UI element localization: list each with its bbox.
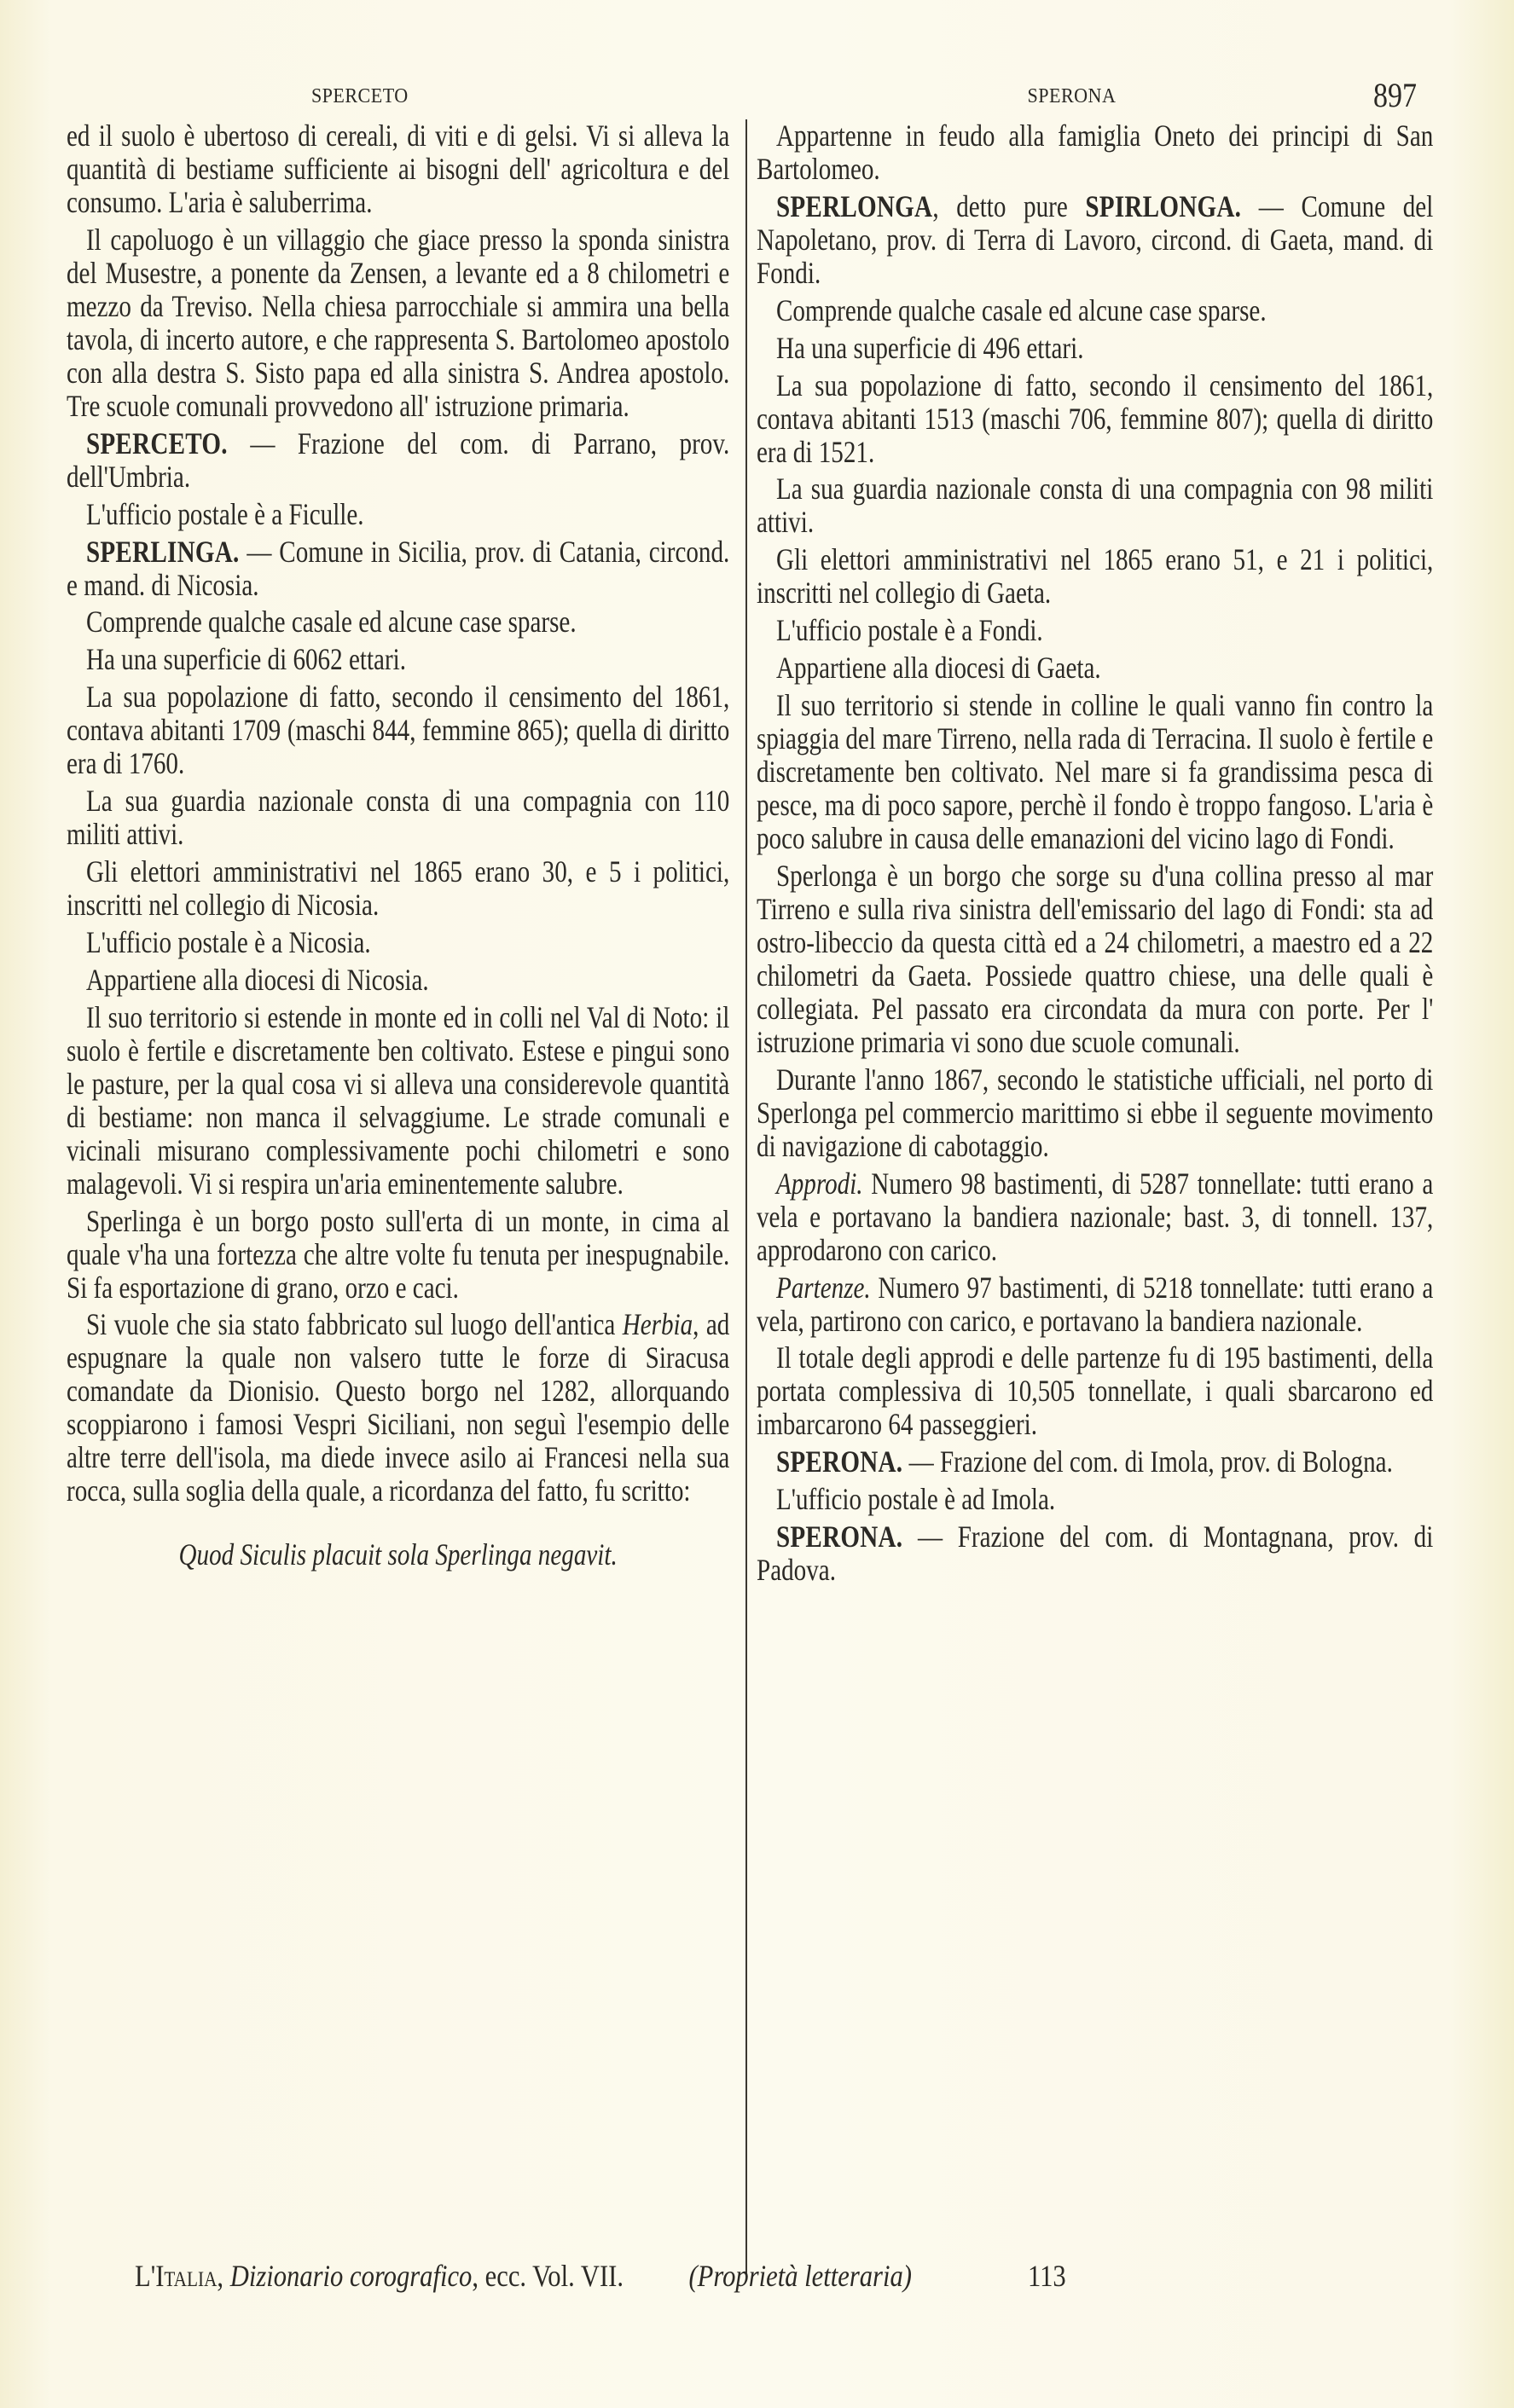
paragraph: Appartiene alla diocesi di Gaeta. xyxy=(775,651,1101,686)
page-number: 897 xyxy=(1373,76,1417,114)
paragraph: L'ufficio postale è ad Imola. xyxy=(775,1482,1056,1517)
publication-prefix: L'Italia xyxy=(135,2259,218,2293)
paragraph: Ha una superficie di 6062 ettari. xyxy=(85,642,407,677)
paragraph: La sua guardia nazionale consta di una compagnia con 98 militi attivi. xyxy=(757,472,1434,540)
paragraph: Il suo territorio si estende in monte ed in colli nel Val di Noto: il suolo è fertile e discretamente ben coltivato. Estese e pingui sono le pasture, per la qual cosa vi si alleva una considerevole quantità di bestiame: non manca il selvaggiume. Le strade comunali e vicinali misurano complessivamente pochi chilometri e sono malagevoli. Vi si respira un'aria eminentemente salubre. xyxy=(67,999,730,1201)
entry-sperona-montagnana: SPERONA. — Frazione del com. di Montagnana, prov. di Padova. xyxy=(757,1519,1434,1588)
paragraph: Il totale degli approdi e delle partenze fu di 195 bastimenti, della portata complessiva di 10,505 tonnellate, i quali sbarcarono ed imbarcarono 64 passeggieri. xyxy=(757,1340,1434,1442)
signature-mark: 113 xyxy=(1027,2259,1066,2293)
paragraph: La sua guardia nazionale consta di una compagnia con 110 militi attivi. xyxy=(67,784,730,852)
page-footer: L'Italia, Dizionario corografico, ecc. Vol. VII. (Proprietà letteraria) 113 xyxy=(135,2259,1066,2293)
paragraph: Si vuole che sia stato fabbricato sul luogo dell'antica Herbia, ad espugnare la quale non valsero tutte le forze di Siracusa comandate da Dionisio. Questo borgo nel 1282, allorquando scoppiarono i famosi Vespri Siciliani, non seguì l'esempio delle altre terre dell'isola, ma diede invece asilo ai Francesi nella sua rocca, sulla soglia della quale, a ricordanza del fatto, fu scritto: xyxy=(67,1307,730,1508)
paragraph-approdi: Approdi. Numero 98 bastimenti, di 5287 tonnellate: tutti erano a vela e portavano la bandiera nazionale; bast. 3, di tonnell. 137, approdarono con carico. xyxy=(757,1166,1434,1267)
paragraph: L'ufficio postale è a Ficulle. xyxy=(85,496,364,531)
paragraph: Sperlonga è un borgo che sorge su d'una collina presso al mar Tirreno e sulla riva sinistra dell'emissario del lago di Fondi: sta ad ostro-libeccio da questa città ed a 24 chilometri, a maestro ed a 22 chilometri da Gaeta. Possiede quattro chiese, una delle quali è collegiata. Pel passato era circondata da mura con porte. Per l' istruzione primaria vi sono due scuole comunali. xyxy=(757,858,1434,1059)
running-head-left: SPERCETO xyxy=(310,85,409,107)
paragraph: Il capoluogo è un villaggio che giace presso la sponda sinistra del Musestre, a ponente da Zensen, a levante ed a 8 chilometri e mezzo da Treviso. Nella chiesa parrocchiale si ammira una bella tavola, di incerto autore, e che rappresenta S. Bartolomeo apostolo con alla destra S. Sisto papa ed alla sinistra S. Andrea apostolo. Tre scuole comunali provvedono all' istruzione primaria. xyxy=(67,222,730,423)
italic-lead: Partenze. xyxy=(775,1270,871,1305)
headword: SPERONA. xyxy=(775,1444,903,1479)
headword: SPERONA. xyxy=(775,1519,903,1554)
right-column-body xyxy=(757,119,1433,1587)
paragraph: ed il suolo è ubertoso di cereali, di viti e di gelsi. Vi si alleva la quantità di bestiame sufficiente ai bisogni dell' agricoltura e del consumo. L'aria è saluberrima. xyxy=(67,119,730,219)
paragraph: Appartiene alla diocesi di Nicosia. xyxy=(85,962,429,997)
paragraph: Gli elettori amministrativi nel 1865 erano 51, e 21 i politici, inscritti nel collegio di Gaeta. xyxy=(757,542,1434,611)
headword: SPERCETO. xyxy=(85,425,228,460)
publication-title: Dizionario corografico xyxy=(229,2259,473,2293)
paragraph: Comprende qualche casale ed alcune case sparse. xyxy=(775,292,1267,327)
paragraph: La sua popolazione di fatto, secondo il censimento del 1861, contava abitanti 1513 (maschi 706, femmine 807); quella di diritto era di 1521. xyxy=(757,368,1434,469)
left-column xyxy=(67,119,729,1576)
headword: SPERLONGA xyxy=(775,188,933,223)
paragraph: L'ufficio postale è a Nicosia. xyxy=(85,924,371,959)
entry-sperceto: SPERCETO. — Frazione del com. di Parrano, prov. dell'Umbria. xyxy=(67,425,730,494)
headword-alt: SPIRLONGA. xyxy=(1085,188,1242,223)
running-head-right: SPERONA xyxy=(1027,85,1117,107)
column-divider xyxy=(745,119,747,2277)
paragraph: Gli elettori amministrativi nel 1865 erano 30, e 5 i politici, inscritti nel collegio di Nicosia. xyxy=(67,854,730,923)
paragraph: Sperlinga è un borgo posto sull'erta di un monte, in cima al quale v'ha una fortezza che altre volte fu tenuta per inespugnabile. Si fa esportazione di grano, orzo e caci. xyxy=(67,1203,730,1305)
latin-quote: Quod Siculis placuit sola Sperlinga negavit. xyxy=(178,1537,618,1572)
paragraph-partenze: Partenze. Numero 97 bastimenti, di 5218 tonnellate: tutti erano a vela, partirono con carico, e portavano la bandiera nazionale. xyxy=(757,1270,1434,1338)
headword: SPERLINGA. xyxy=(85,534,240,569)
publication-suffix: , ecc. Vol. VII. xyxy=(472,2259,624,2293)
paragraph: Il suo territorio si stende in colline le quali vanno fin contro la spiaggia del mare Tirreno, nella rada di Terracina. Il suolo è fertile e discretamente ben coltivato. Nel mare si fa grandissima pesca di pesce, ma di poco sapore, perchè il fondo è troppo fangoso. L'aria è poco salubre in causa delle emanazioni del vicino lago di Fondi. xyxy=(757,688,1434,856)
paragraph: L'ufficio postale è a Fondi. xyxy=(775,613,1043,648)
paragraph: Ha una superficie di 496 ettari. xyxy=(775,330,1084,365)
entry-sperlinga: SPERLINGA. — Comune in Sicilia, prov. di Catania, circond. e mand. di Nicosia. xyxy=(67,534,730,602)
entry-sperona-imola: SPERONA. — Frazione del com. di Imola, prov. di Bologna. xyxy=(775,1444,1393,1479)
paragraph: Durante l'anno 1867, secondo le statistiche ufficiali, nel porto di Sperlonga pel commercio marittimo si ebbe il seguente movimento di navigazione di cabotaggio. xyxy=(757,1062,1434,1163)
paragraph: La sua popolazione di fatto, secondo il censimento del 1861, contava abitanti 1709 (maschi 844, femmine 865); quella di diritto era di 1760. xyxy=(67,680,730,781)
right-column xyxy=(757,119,1433,1591)
copyright-notice: (Proprietà letteraria) xyxy=(688,2259,912,2293)
paragraph: Appartenne in feudo alla famiglia Oneto dei principi di San Bartolomeo. xyxy=(757,119,1434,186)
paragraph: Comprende qualche casale ed alcune case sparse. xyxy=(85,605,577,640)
left-column-body xyxy=(67,119,729,1572)
italic-term: Herbia xyxy=(622,1307,693,1342)
entry-sperlonga: SPERLONGA, detto pure SPIRLONGA. — Comune del Napoletano, prov. di Terra di Lavoro, circond. di Gaeta, mand. di Fondi. xyxy=(757,188,1434,290)
italic-lead: Approdi. xyxy=(775,1166,863,1201)
